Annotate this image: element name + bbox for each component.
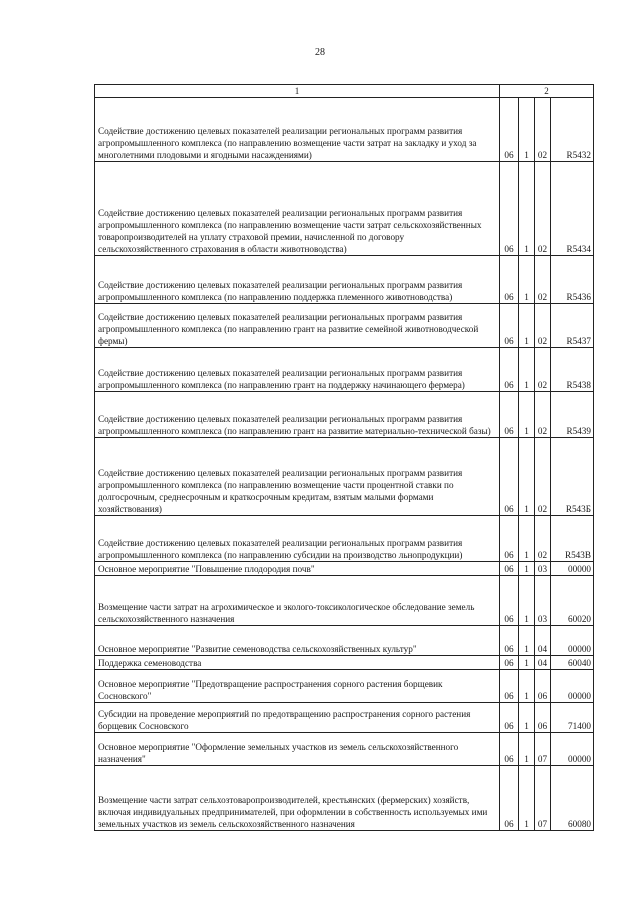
row-code-direction: 00000 [551,626,594,656]
row-code-event: 02 [535,256,551,304]
table-row [95,392,594,438]
table-row [95,256,594,304]
row-code-event: 02 [535,438,551,516]
row-code-subprogram: 1 [519,304,535,348]
row-code-program: 06 [500,256,519,304]
row-code-subprogram: 1 [519,766,535,831]
table-row [95,656,594,670]
row-name: Основное мероприятие "Повышение плодородия почв" [95,562,500,576]
row-code-event: 02 [535,162,551,256]
row-code-program: 06 [500,576,519,626]
row-code-subprogram: 1 [519,162,535,256]
table-row [95,670,594,703]
table-header-row [95,85,594,98]
row-code-direction: R5437 [551,304,594,348]
table-row [95,626,594,656]
row-code-event: 04 [535,626,551,656]
row-code-direction: 71400 [551,703,594,733]
row-code-event: 06 [535,703,551,733]
row-code-event: 07 [535,733,551,766]
row-code-program: 06 [500,562,519,576]
table-row [95,766,594,831]
row-code-event: 04 [535,656,551,670]
table-row [95,438,594,516]
row-code-subprogram: 1 [519,392,535,438]
row-code-program: 06 [500,392,519,438]
row-code-event: 07 [535,766,551,831]
row-code-event: 02 [535,392,551,438]
row-name: Возмещение части затрат сельхозтоваропроизводителей, крестьянских (фермерских) хозяйств, включая индивидуальных предпринимателей, при оформлении в собственность используемых ими земельных участков из земель сельскохозяйственного назначения [95,766,500,831]
row-name: Субсидии на проведение мероприятий по предотвращению распространения сорного растения борщевик Сосновского [95,703,500,733]
row-code-event: 02 [535,98,551,162]
row-code-subprogram: 1 [519,576,535,626]
row-name: Возмещение части затрат на агрохимическое и эколого-токсикологическое обследование земель сельскохозяйственного назначения [95,576,500,626]
row-name: Содействие достижению целевых показателей реализации региональных программ развития агропромышленного комплекса (по направлению субсидии на производство льнопродукции) [95,516,500,562]
row-code-event: 03 [535,576,551,626]
row-code-subprogram: 1 [519,656,535,670]
row-code-subprogram: 1 [519,733,535,766]
row-code-direction: R543Б [551,438,594,516]
row-code-program: 06 [500,670,519,703]
row-code-program: 06 [500,766,519,831]
row-name: Основное мероприятие "Предотвращение распространения сорного растения борщевик Сосновского" [95,670,500,703]
row-code-program: 06 [500,626,519,656]
row-name: Содействие достижению целевых показателей реализации региональных программ развития агропромышленного комплекса (по направлению возмещение части затрат сельскохозяйственных товаропроизводителей на уплату страховой премии, начисленной по договору сельскохозяйственного страхования в области животноводства) [95,162,500,256]
row-code-program: 06 [500,438,519,516]
row-code-direction: R5436 [551,256,594,304]
row-code-direction: 60040 [551,656,594,670]
row-code-event: 02 [535,516,551,562]
row-name: Содействие достижению целевых показателей реализации региональных программ развития агропромышленного комплекса (по направлению поддержка племенного животноводства) [95,256,500,304]
row-code-subprogram: 1 [519,348,535,392]
row-code-event: 02 [535,348,551,392]
row-code-program: 06 [500,703,519,733]
row-code-program: 06 [500,516,519,562]
row-name: Поддержка семеноводства [95,656,500,670]
table-row [95,98,594,162]
row-code-subprogram: 1 [519,670,535,703]
page-number: 28 [315,47,325,58]
row-code-subprogram: 1 [519,516,535,562]
row-code-direction: 00000 [551,733,594,766]
row-code-direction: R5434 [551,162,594,256]
table-row [95,516,594,562]
table-row [95,733,594,766]
budget-classification-table [94,84,594,831]
row-code-subprogram: 1 [519,703,535,733]
table-row [95,162,594,256]
row-code-subprogram: 1 [519,438,535,516]
row-code-event: 02 [535,304,551,348]
row-name: Основное мероприятие "Оформление земельных участков из земель сельскохозяйственного назначения" [95,733,500,766]
row-code-direction: R5432 [551,98,594,162]
row-code-program: 06 [500,162,519,256]
row-code-program: 06 [500,656,519,670]
table-row [95,703,594,733]
row-code-direction: 00000 [551,562,594,576]
row-name: Содействие достижению целевых показателей реализации региональных программ развития агропромышленного комплекса (по направлению грант на поддержку начинающего фермера) [95,348,500,392]
row-name: Содействие достижению целевых показателей реализации региональных программ развития агропромышленного комплекса (по направлению возмещение части затрат на закладку и уход за многолетними плодовыми и ягодными насаждениями) [95,98,500,162]
row-code-program: 06 [500,733,519,766]
row-code-program: 06 [500,348,519,392]
table-row [95,304,594,348]
row-code-program: 06 [500,304,519,348]
row-code-program: 06 [500,98,519,162]
row-code-direction: 60020 [551,576,594,626]
row-code-subprogram: 1 [519,256,535,304]
row-name: Содействие достижению целевых показателей реализации региональных программ развития агропромышленного комплекса (по направлению возмещение части процентной ставки по долгосрочным, среднесрочным и краткосрочным кредитам, взятым малыми формами хозяйствования) [95,438,500,516]
table-row [95,562,594,576]
row-name: Содействие достижению целевых показателей реализации региональных программ развития агропромышленного комплекса (по направлению грант на развитие материально-технической базы) [95,392,500,438]
row-code-event: 06 [535,670,551,703]
row-name: Основное мероприятие "Развитие семеноводства сельскохозяйственных культур" [95,626,500,656]
row-code-subprogram: 1 [519,626,535,656]
table-row [95,576,594,626]
row-code-event: 03 [535,562,551,576]
row-code-direction: R5439 [551,392,594,438]
row-code-direction: R5438 [551,348,594,392]
table-row [95,348,594,392]
row-code-direction: 60080 [551,766,594,831]
row-code-subprogram: 1 [519,562,535,576]
row-code-subprogram: 1 [519,98,535,162]
header-col-2: 2 [500,85,594,98]
row-name: Содействие достижению целевых показателей реализации региональных программ развития агропромышленного комплекса (по направлению грант на развитие семейной животноводческой фермы) [95,304,500,348]
row-code-direction: R543В [551,516,594,562]
header-col-1: 1 [95,85,500,98]
row-code-direction: 00000 [551,670,594,703]
